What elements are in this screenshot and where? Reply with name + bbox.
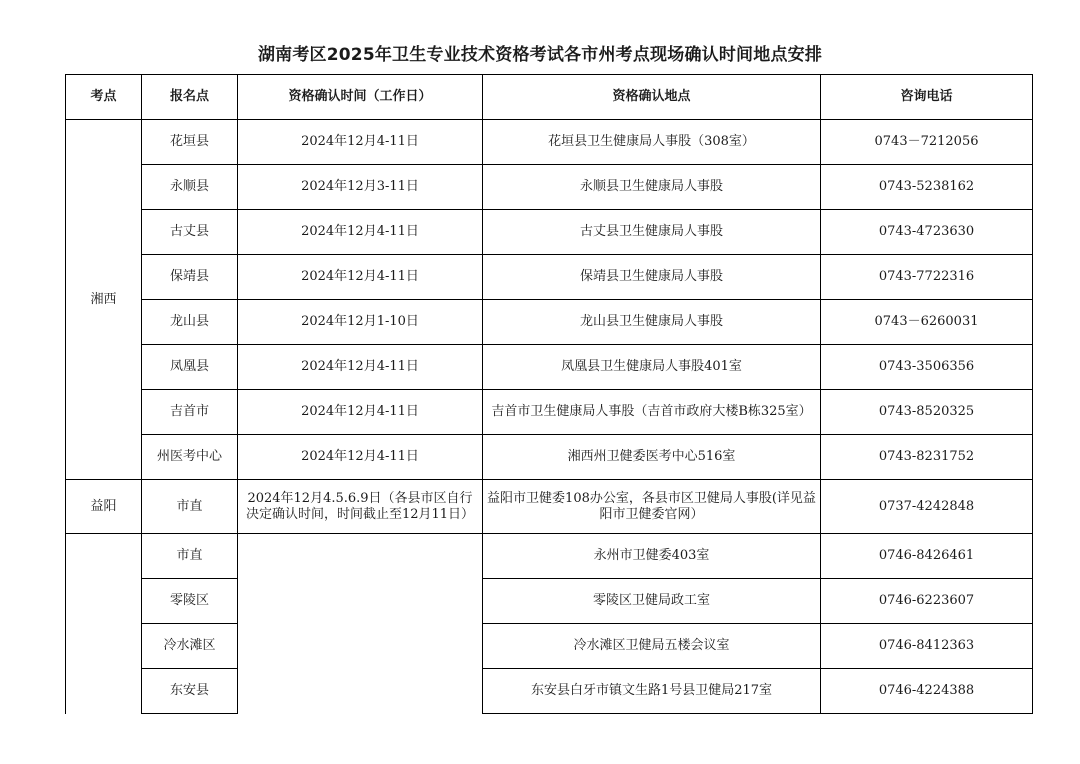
header-registration-point: 报名点 <box>142 75 238 120</box>
cell-location: 吉首市卫生健康局人事股（吉首市政府大楼B栋325室） <box>483 390 821 435</box>
cell-location: 冷水滩区卫健局五楼会议室 <box>483 624 821 669</box>
cell-time: 2024年12月4-11日 <box>238 345 483 390</box>
cell-time: 2024年12月1-10日 <box>238 300 483 345</box>
cell-point: 冷水滩区 <box>142 624 238 669</box>
cell-location: 永州市卫健委403室 <box>483 534 821 579</box>
table-row <box>66 120 1033 165</box>
cell-time: 2024年12月4-11日 <box>238 435 483 480</box>
header-location: 资格确认地点 <box>483 75 821 120</box>
cell-point: 零陵区 <box>142 579 238 624</box>
cell-point: 州医考中心 <box>142 435 238 480</box>
cell-location: 零陵区卫健局政工室 <box>483 579 821 624</box>
table-row <box>66 210 1033 255</box>
cell-time: 2024年12月4-11日 <box>238 120 483 165</box>
table-row <box>66 255 1033 300</box>
cell-location: 花垣县卫生健康局人事股（308室） <box>483 120 821 165</box>
cell-location: 东安县白牙市镇文生路1号县卫健局217室 <box>483 669 821 714</box>
cell-point: 花垣县 <box>142 120 238 165</box>
cell-time: 2024年12月4-11日 <box>238 210 483 255</box>
confirmation-schedule-table <box>65 74 1033 714</box>
cell-point: 凤凰县 <box>142 345 238 390</box>
cell-phone: 0746-8426461 <box>821 534 1033 579</box>
table-row <box>66 390 1033 435</box>
cell-phone: 0743－7212056 <box>821 120 1033 165</box>
cell-phone: 0743-8231752 <box>821 435 1033 480</box>
table-row <box>66 480 1033 534</box>
cell-point: 吉首市 <box>142 390 238 435</box>
cell-location: 永顺县卫生健康局人事股 <box>483 165 821 210</box>
cell-phone: 0743-7722316 <box>821 255 1033 300</box>
group-cell-yiyang: 益阳 <box>66 480 142 534</box>
cell-time: 2024年12月3-11日 <box>238 165 483 210</box>
table-header-row <box>66 75 1033 120</box>
cell-phone: 0746-8412363 <box>821 624 1033 669</box>
cell-time-merged <box>238 534 483 714</box>
cell-point: 市直 <box>142 480 238 534</box>
table-row <box>66 669 1033 714</box>
cell-time: 2024年12月4-11日 <box>238 255 483 300</box>
group-cell-yongzhou <box>66 534 142 714</box>
cell-point: 永顺县 <box>142 165 238 210</box>
table-row <box>66 624 1033 669</box>
cell-location: 古丈县卫生健康局人事股 <box>483 210 821 255</box>
cell-location: 凤凰县卫生健康局人事股401室 <box>483 345 821 390</box>
table-row <box>66 534 1033 579</box>
cell-point: 东安县 <box>142 669 238 714</box>
cell-phone: 0746-4224388 <box>821 669 1033 714</box>
cell-point: 古丈县 <box>142 210 238 255</box>
cell-point: 龙山县 <box>142 300 238 345</box>
cell-location: 湘西州卫健委医考中心516室 <box>483 435 821 480</box>
cell-time: 2024年12月4-11日 <box>238 390 483 435</box>
group-cell-xiangxi: 湘西 <box>66 120 142 480</box>
cell-phone: 0737-4242848 <box>821 480 1033 534</box>
header-time: 资格确认时间（工作日） <box>238 75 483 120</box>
table-row <box>66 165 1033 210</box>
header-site: 考点 <box>66 75 142 120</box>
cell-location: 龙山县卫生健康局人事股 <box>483 300 821 345</box>
cell-phone: 0743-5238162 <box>821 165 1033 210</box>
table-row <box>66 300 1033 345</box>
table-row <box>66 345 1033 390</box>
cell-phone: 0743－6260031 <box>821 300 1033 345</box>
table-row <box>66 579 1033 624</box>
cell-point: 保靖县 <box>142 255 238 300</box>
cell-location: 保靖县卫生健康局人事股 <box>483 255 821 300</box>
cell-phone: 0743-3506356 <box>821 345 1033 390</box>
cell-phone: 0746-6223607 <box>821 579 1033 624</box>
cell-point: 市直 <box>142 534 238 579</box>
header-phone: 咨询电话 <box>821 75 1033 120</box>
cell-phone: 0743-4723630 <box>821 210 1033 255</box>
cell-phone: 0743-8520325 <box>821 390 1033 435</box>
cell-time: 2024年12月4.5.6.9日（各县市区自行决定确认时间，时间截止至12月11日） <box>238 480 483 534</box>
cell-location: 益阳市卫健委108办公室，各县市区卫健局人事股(详见益阳市卫健委官网） <box>483 480 821 534</box>
table-row <box>66 435 1033 480</box>
page-title: 湖南考区2025年卫生专业技术资格考试各市州考点现场确认时间地点安排 <box>257 45 823 65</box>
